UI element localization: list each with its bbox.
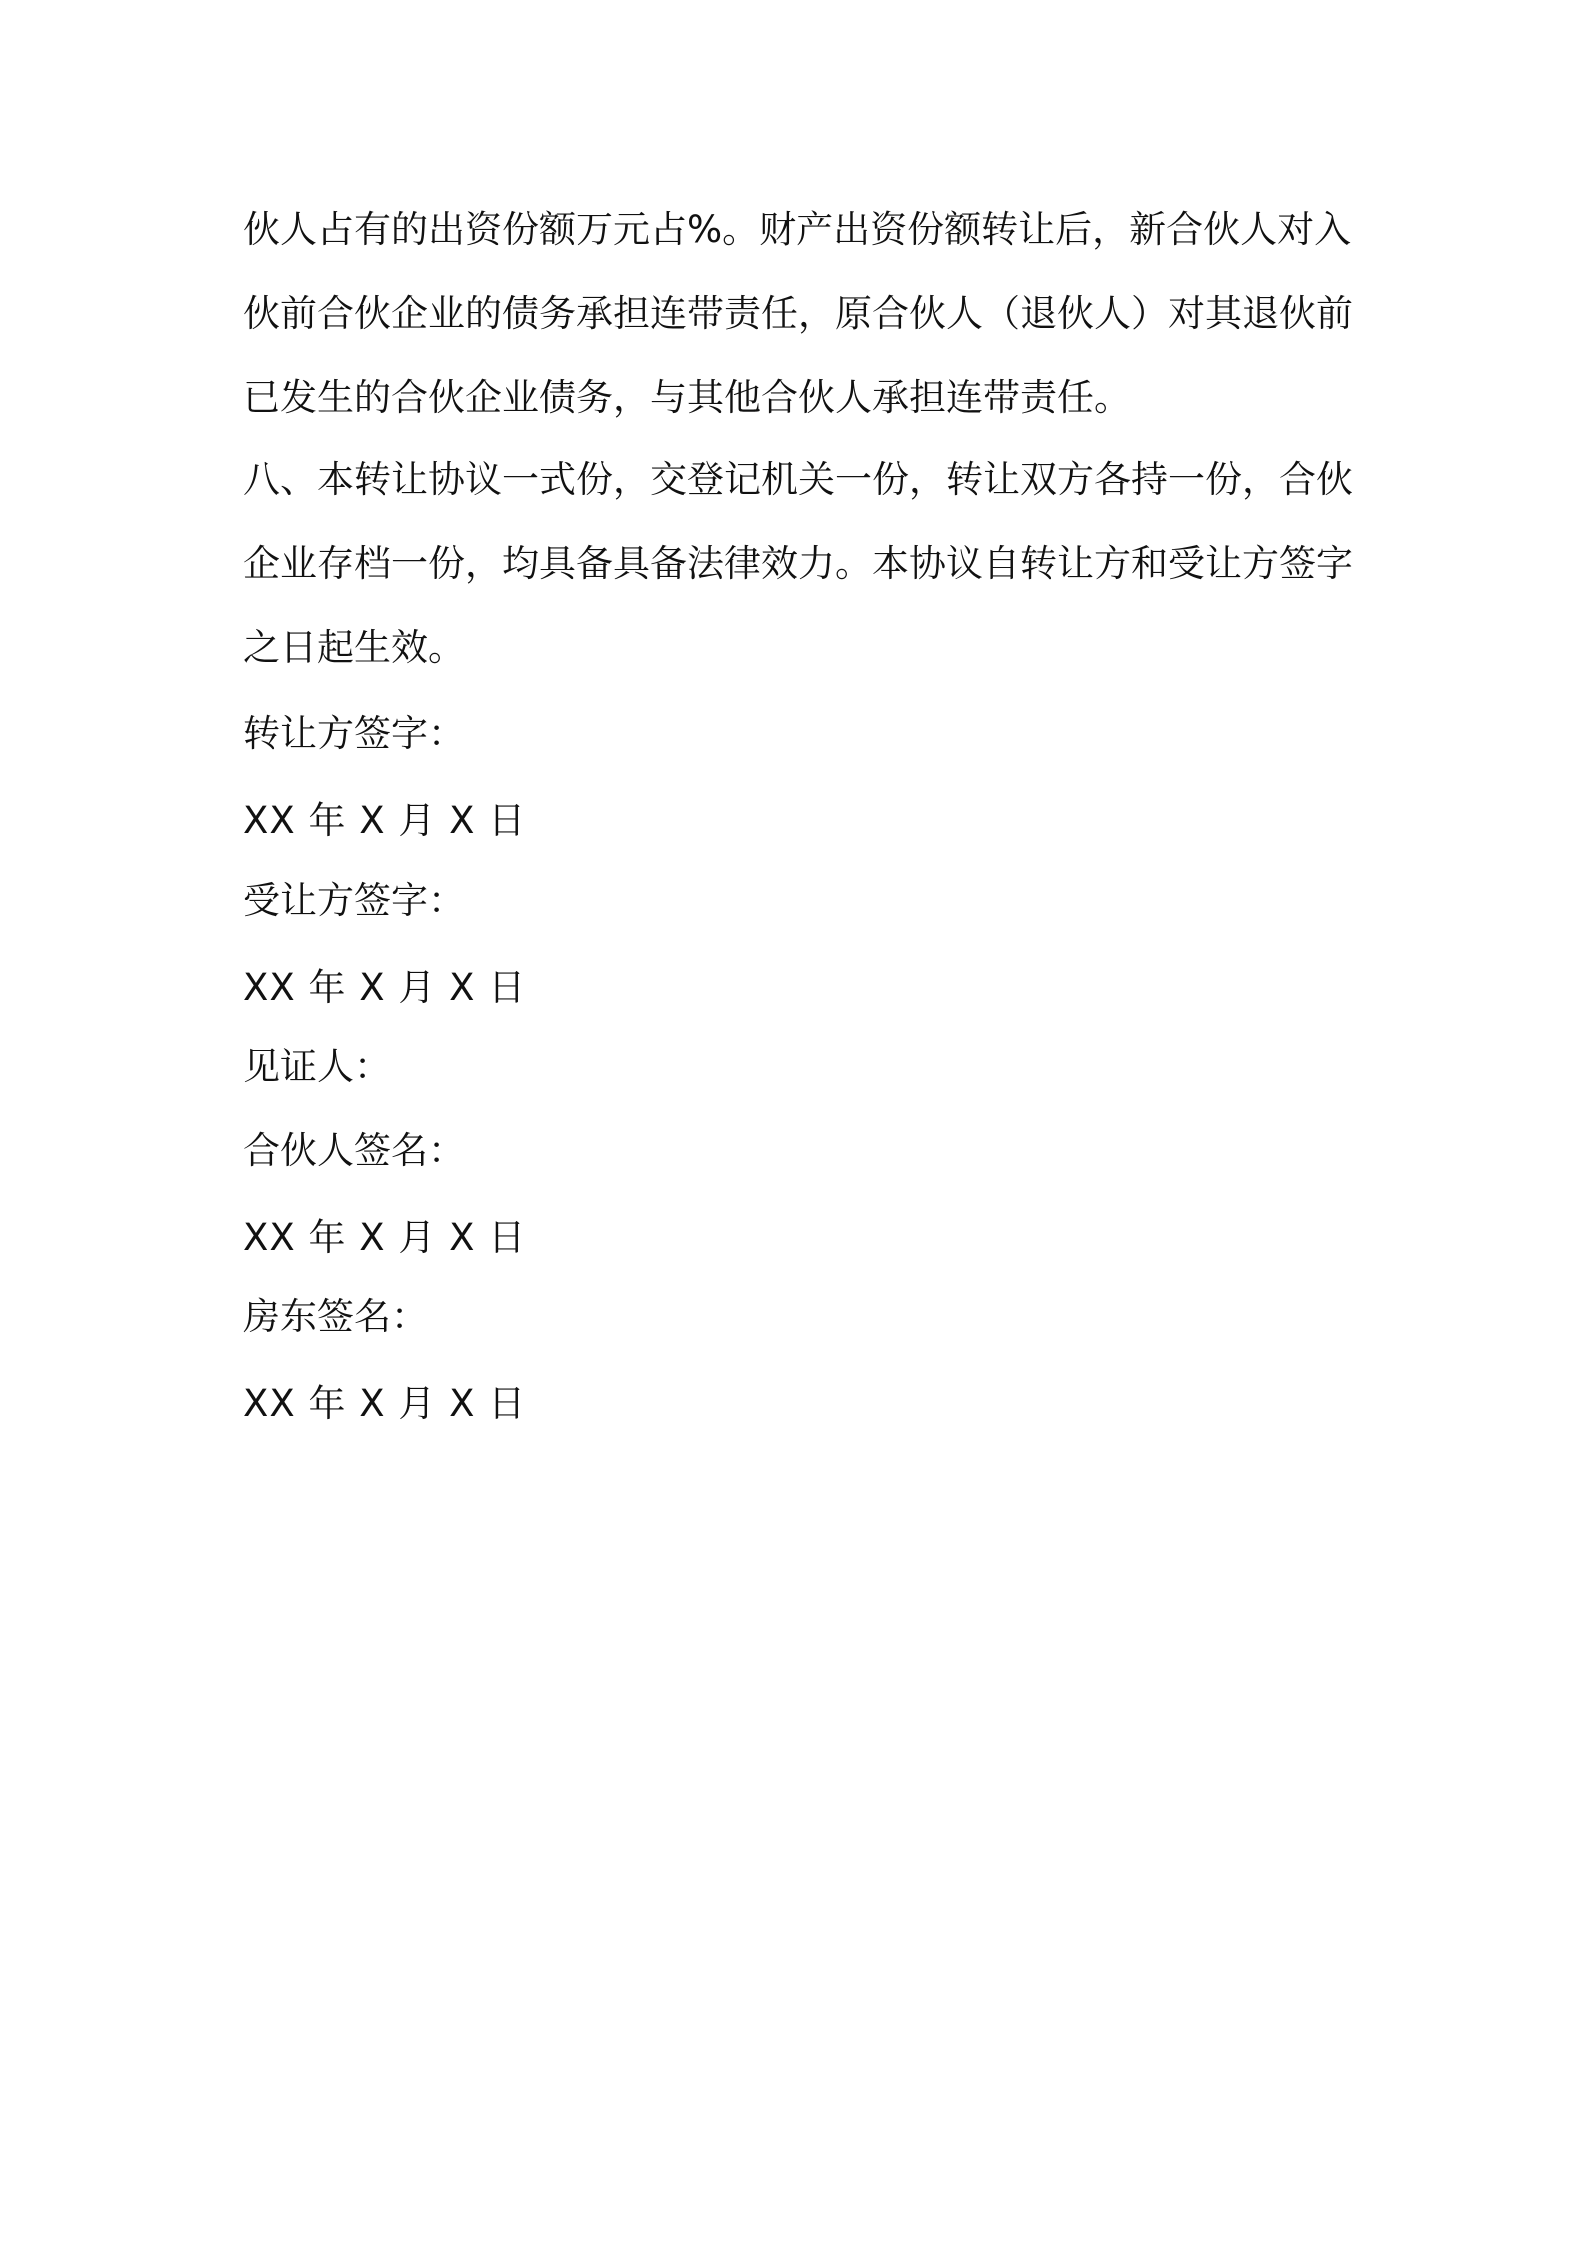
witness-label: 见证人： (243, 1045, 391, 1088)
transferor-signature-label: 转让方签字： (243, 712, 465, 755)
continued-paragraph (243, 188, 1363, 440)
paragraph-line: 伙人占有的出资份额万元占%。财产出资份额转让后，新合伙人对入 (243, 208, 1352, 251)
landlord-signature-date: XX 年 X 月 X 日 (243, 1382, 527, 1425)
transferor-signature-date: XX 年 X 月 X 日 (243, 799, 527, 842)
paragraph-line: 企业存档一份，均具备具备法律效力。本协议自转让方和受让方签字 (243, 542, 1353, 585)
paragraph-line: 之日起生效。 (243, 626, 465, 669)
paragraph-line: 八、本转让协议一式份，交登记机关一份，转让双方各持一份，合伙 (243, 458, 1353, 501)
transferee-signature-date: XX 年 X 月 X 日 (243, 966, 527, 1009)
partner-signature-date: XX 年 X 月 X 日 (243, 1216, 527, 1259)
landlord-signature-label: 房东签名： (243, 1295, 428, 1338)
transferee-signature-label: 受让方签字： (243, 879, 465, 922)
partner-signature-label: 合伙人签名： (243, 1129, 465, 1172)
paragraph-line: 伙前合伙企业的债务承担连带责任，原合伙人（退伙人）对其退伙前 (243, 292, 1353, 335)
paragraph-line: 已发生的合伙企业债务，与其他合伙人承担连带责任。 (243, 376, 1131, 419)
clause-8-paragraph (243, 438, 1363, 690)
